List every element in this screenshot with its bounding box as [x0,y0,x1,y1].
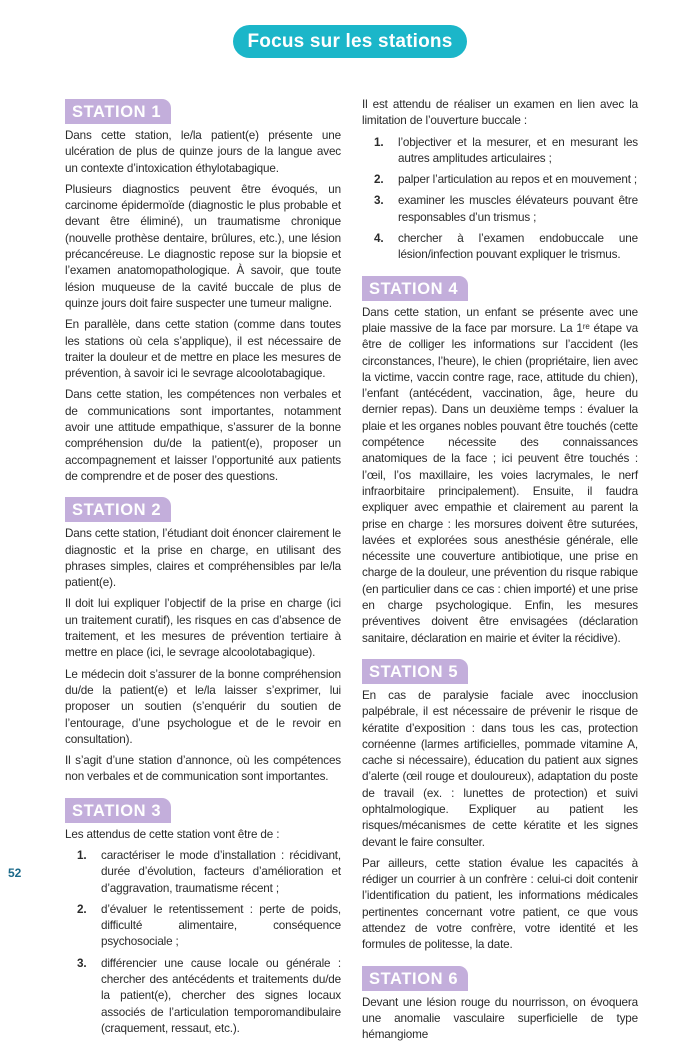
list-item-text: palper l’articulation au repos et en mouvement ; [398,173,638,187]
paragraph: Il doit lui expliquer l’objectif de la prise en charge (ici un traitement curatif), les risques en cas d’absence de traitement, et les mesures de prévention tertiaire à mettre en place (ici, le sevrage alcoolotabagique). [65,597,341,660]
left-column [65,99,341,1049]
list-item-text: examiner les muscles élévateurs pouvant être responsables d’un trismus ; [398,194,638,224]
list-item-text: différencier une cause locale ou générale : chercher des antécédents et traitements du/de la patient(e), chercher des signes locaux associés de l’articulation temporomandibulaire (craquement, ressaut, etc.). [101,956,341,1035]
list-item [374,193,638,226]
right-column [362,97,638,1056]
list-number: 3. [374,194,384,208]
station-section [362,966,638,1044]
list-item [77,848,341,897]
list-item-text: chercher à l’examen endobuccale une lésion/infection pouvant expliquer le trismus. [398,232,638,262]
list-item-text: l’objectiver et la mesurer, et en mesurant les autres amplitudes articulaires ; [398,135,638,165]
list-number: 1. [77,848,87,862]
list-item-text: caractériser le mode d’installation : récidivant, durée d’évolution, facteurs d’amélioration et d’aggravation, traumatisme récent ; [101,848,341,895]
station-header: STATION 1 [65,99,171,124]
paragraph: En cas de paralysie faciale avec inocclusion palpébrale, il est nécessaire de prévenir le risque de kératite d’exposition : dans tous les cas, protection cornéenne (larmes artificielles, pommade vitamine A, cache si nécessaire), éducation du patient aux signes d’alerte (œil rouge et douloureux), adaptation du poste de travail (ex. : lunettes de protection) et suivi ophtalmologique. Expliquer au patient les risques/mécanismes de cette kératite et les signes devant le faire consulter. [362,688,638,849]
paragraph: Le médecin doit s’assurer de la bonne compréhension du/de la patient(e) et le/la laisser s’exprimer, lui proposer un soutien (s’enquérir du soutien de l’entourage, d’une psychologue et de le revoir en consultation). [65,667,341,746]
paragraph: Les attendus de cette station vont être de : [65,827,280,841]
list-item [374,135,638,168]
paragraph: Devant une lésion rouge du nourrisson, on évoquera une anomalie vasculaire superficielle de type hémangiome [362,995,638,1042]
paragraph: Il est attendu de réaliser un examen en lien avec la limitation de l’ouverture buccale : [362,98,638,128]
paragraph: Dans cette station, le/la patient(e) présente une ulcération de plus de quinze jours de la langue avec un contexte d’intoxication éthylotabagique. [65,129,341,175]
station-section [362,659,638,954]
list-item [374,172,638,188]
paragraph: Dans cette station, l’étudiant doit énoncer clairement le diagnostic et la prise en charge, en utilisant des phrases simples, claires et compréhensibles par le/la patient(e). [65,527,341,590]
station-section [65,798,341,1038]
page-title: Focus sur les stations [233,25,467,58]
station-section [65,497,341,785]
numbered-list [362,135,638,264]
list-number: 2. [374,173,384,187]
station-header: STATION 3 [65,798,171,823]
paragraph: Dans cette station, les compétences non verbales et de communications sont importantes, notamment avoir une attitude empathique, s’assurer de la bonne compréhension du/de la patient(e), proposer un accompagnement et laisser l’opportunité aux patients de comprendre et de poser des questions. [65,388,341,483]
list-number: 3. [77,956,87,970]
list-item [374,231,638,264]
list-number: 4. [374,232,384,246]
station-section [362,97,638,264]
paragraph: Plusieurs diagnostics peuvent être évoqués, un carcinome épidermoïde (diagnostic le plus probable et devant être éliminé), un traumatisme chronique (nouvelle prothèse dentaire, brûlures, etc.), une lésion précancéreuse. Le diagnostic repose sur la biopsie et l’examen anatomopathologique. À savoir, que toute lésion muqueuse de la cavité buccale de plus de quinze jours doit faire suspecter une tumeur maligne. [65,182,341,310]
list-number: 1. [374,135,384,149]
paragraph: Par ailleurs, cette station évalue les capacités à rédiger un courrier à un confrère : celui-ci doit contenir l’identification du patient, les informations médicales pertinentes concernant votre patient, ce que vous attendez de votre confrère, votre identité et les formules de politesse, la date. [362,856,638,952]
station-header: STATION 4 [362,276,468,301]
paragraph: En parallèle, dans cette station (comme dans toutes les stations où cela s’applique), il est nécessaire de traiter la douleur et de mettre en place les mesures de prévention, à savoir ici le sevrage alcoolotabagique. [65,318,341,381]
station-header: STATION 5 [362,659,468,684]
list-item [77,902,341,951]
list-number: 2. [77,902,87,916]
page-number: 52 [8,866,22,880]
paragraph: Dans cette station, un enfant se présente avec une plaie massive de la face par morsure. La 1ʳᵉ étape va être de colliger les informations sur l’accident (les circonstances, l’heure), le chien (propriétaire, lien avec la victime, vaccin contre rage, race, attitude du chien), l’enfant (antécédent, vaccination, âge, heure du dernier repas). Dans un deuxième temps : évaluer la plaie et les organes nobles pouvant être touchés (cette compétence nécessite des connaissances anatomiques de la face ; ici peuvent être touchés : l’œil, l’os maxillaire, les voies lacrymales, le nerf infraorbitaire principalement). Ensuite, il faudra expliquer avec empathie et clairement au parent la prise en charge : les morsures doivent être suturées, lavées et explorées sous anesthésie générale, elle nécessite une couverture antibiotique, une prise en charge de la douleur, une prévention du risque rabique (en particulier dans ce cas : chien importé) et une prise en charge psychologique. Enfin, les mesures préventives doivent être envisagées (déclaration sanitaire, déclaration en mairie et éviter la récidive). [362,305,638,645]
station-section [65,99,341,485]
paragraph: Il s’agit d’une station d’annonce, où les compétences non verbales et de communication sont importantes. [65,754,341,784]
station-header: STATION 6 [362,966,468,991]
list-item [77,956,341,1037]
numbered-list [65,848,341,1037]
station-header: STATION 2 [65,497,171,522]
list-item-text: d’évaluer le retentissement : perte de poids, difficulté alimentaire, conséquence psychosociale ; [101,902,341,949]
station-section [362,276,638,647]
